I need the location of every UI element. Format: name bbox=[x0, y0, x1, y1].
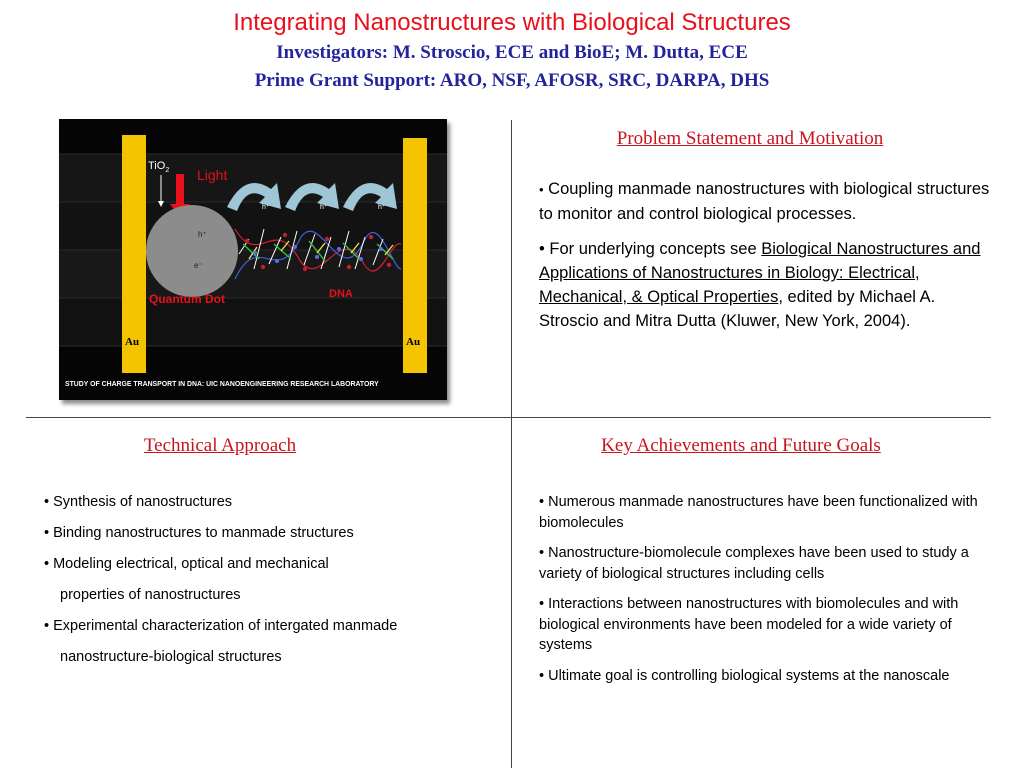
technical-approach-list bbox=[44, 492, 484, 678]
list-item: • Experimental characterization of intergated manmade bbox=[44, 618, 398, 634]
problem-statement-body bbox=[539, 177, 995, 344]
quantum-dot-label: Quantum Dot bbox=[149, 292, 225, 306]
quantum-dot bbox=[146, 205, 238, 297]
key-achievements-heading: Key Achievements and Future Goals bbox=[601, 435, 881, 456]
svg-text:e⁻: e⁻ bbox=[194, 261, 203, 270]
list-item: • Numerous manmade nanostructures have been functionalized with biomolecules bbox=[539, 494, 978, 531]
dna-charge-transport-figure bbox=[59, 119, 447, 400]
vertical-divider bbox=[511, 120, 512, 768]
key-achievements-list bbox=[539, 492, 979, 696]
grant-support-line: Prime Grant Support: ARO, NSF, AFOSR, SRC, DARPA, DHS bbox=[254, 70, 770, 91]
list-item: • Ultimate goal is controlling biological systems at the nanoscale bbox=[539, 667, 950, 684]
svg-text:h⁺: h⁺ bbox=[320, 204, 328, 211]
list-item: properties of nanostructures bbox=[60, 587, 241, 603]
problem-bullet-2: • For underlying concepts see Biological Nanostructures and Applications of Nanostructures in Biology: Electrical, Mechanical, & Optical Properties, edited by Michael A. Stroscio and Mitra Dutta (Kluwer, New York, 2004). bbox=[539, 240, 981, 330]
problem-statement-heading: Problem Statement and Motivation bbox=[616, 128, 884, 149]
light-arrow bbox=[176, 174, 184, 206]
horizontal-divider bbox=[26, 417, 991, 418]
technical-approach-heading: Technical Approach bbox=[143, 435, 297, 456]
investigators-line: Investigators: M. Stroscio, ECE and BioE; M. Dutta, ECE bbox=[276, 42, 748, 63]
svg-text:h⁺: h⁺ bbox=[198, 230, 207, 239]
light-label: Light bbox=[197, 167, 228, 183]
list-item: • Synthesis of nanostructures bbox=[44, 494, 233, 510]
list-item: • Interactions between nanostructures with biomolecules and with biological environments have been modeled for a wide variety of systems bbox=[539, 596, 959, 653]
tio2-label: TiO$_2$ bbox=[148, 160, 170, 174]
problem-bullet-1: • Coupling manmade nanostructures with biological structures to monitor and control biological processes. bbox=[539, 180, 990, 223]
list-item: • Nanostructure-biomolecule complexes have been used to study a variety of biological structures including cells bbox=[539, 545, 969, 582]
dna-label: DNA bbox=[329, 288, 353, 300]
list-item: • Binding nanostructures to manmade structures bbox=[44, 525, 354, 541]
book-title-link[interactable]: Biological Nanostructures and Applications of Nanostructures in Biology: Electrical, Mechanical, & Optical Properties bbox=[539, 240, 981, 306]
svg-text:h⁺: h⁺ bbox=[262, 204, 270, 211]
list-item: • Modeling electrical, optical and mechanical bbox=[44, 556, 329, 572]
figure-caption: STUDY OF CHARGE TRANSPORT IN DNA: UIC NANOENGINEERING RESEARCH LABORATORY bbox=[65, 381, 379, 388]
au-right-label: Au bbox=[406, 336, 421, 348]
slide-title: Integrating Nanostructures with Biological Structures bbox=[233, 9, 791, 36]
list-item: nanostructure-biological structures bbox=[60, 649, 282, 665]
au-left-label: Au bbox=[125, 336, 140, 348]
svg-text:h⁺: h⁺ bbox=[378, 204, 386, 211]
